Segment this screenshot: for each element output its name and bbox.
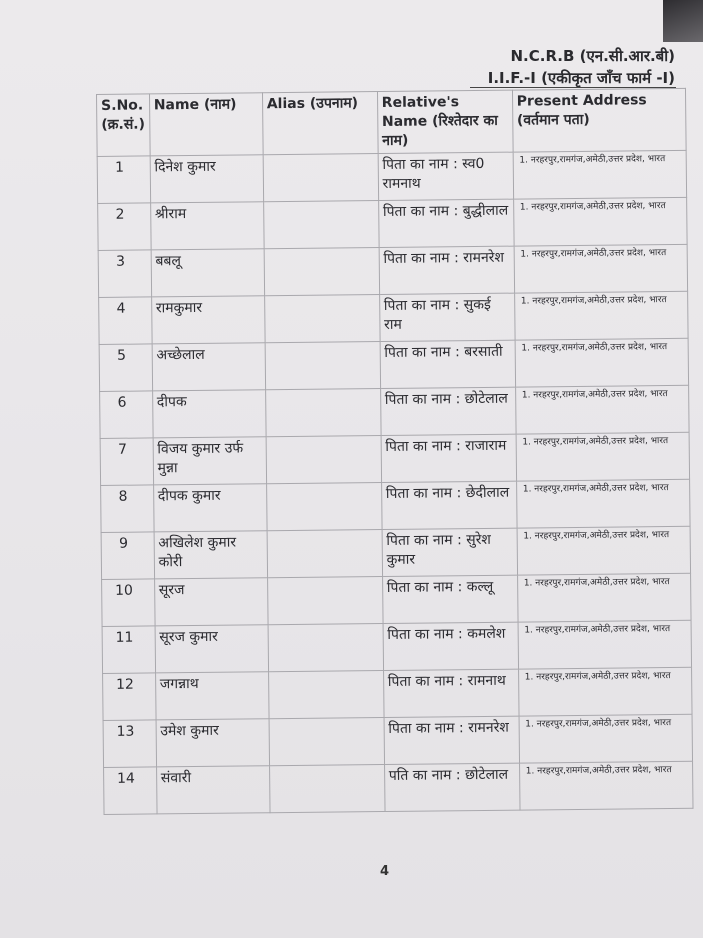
table-row [97, 150, 686, 203]
table-row [103, 714, 692, 767]
cell-name: दिनेश कुमार [150, 155, 263, 203]
cell-present-address: 1. नरहरपुर,रामगंज,अमेठी,उत्तर प्रदेश, भारत [516, 479, 689, 528]
cell-relative-name: पिता का नाम : बरसाती [380, 340, 515, 388]
cell-name: सूरज कुमार [155, 625, 268, 673]
form-agency-header: N.C.R.B (एन.सी.आर.बी) [510, 47, 675, 65]
cell-name: अच्छेलाल [152, 343, 265, 391]
cell-relative-name: पिता का नाम : रामनाथ [383, 669, 518, 717]
table-row [103, 667, 692, 720]
table-row [101, 479, 690, 532]
cell-sno: 12 [103, 673, 156, 721]
cell-alias [265, 389, 380, 437]
background-surface [663, 0, 703, 42]
cell-relative-name: पिता का नाम : रामनरेश [384, 716, 519, 764]
cell-sno: 1 [97, 156, 150, 204]
cell-alias [263, 154, 378, 202]
cell-relative-name: पिता का नाम : छेदीलाल [381, 481, 516, 529]
cell-sno: 9 [101, 532, 154, 580]
cell-alias [266, 436, 381, 484]
cell-alias [269, 718, 384, 766]
cell-name: उमेश कुमार [156, 719, 269, 767]
cell-alias [264, 295, 379, 343]
cell-relative-name: पिता का नाम : सुकई राम [379, 293, 514, 341]
cell-sno: 7 [100, 438, 153, 486]
cell-alias [265, 342, 380, 390]
column-header-address: Present Address (वर्तमान पता) [512, 88, 686, 152]
cell-alias [263, 201, 378, 249]
cell-present-address: 1. नरहरपुर,रामगंज,अमेठी,उत्तर प्रदेश, भारत [515, 338, 688, 387]
cell-name: दीपक [152, 390, 265, 438]
cell-present-address: 1. नरहरपुर,रामगंज,अमेठी,उत्तर प्रदेश, भारत [516, 432, 689, 481]
cell-relative-name: पिता का नाम : स्व0 रामनाथ [378, 152, 513, 200]
table-row [102, 620, 691, 673]
cell-relative-name: पिता का नाम : सुरेश कुमार [382, 528, 517, 576]
cell-present-address: 1. नरहरपुर,रामगंज,अमेठी,उत्तर प्रदेश, भारत [517, 573, 690, 622]
column-header-name: Name (नाम) [149, 93, 263, 156]
column-header-relative: Relative's Name (रिश्तेदार का नाम) [377, 90, 513, 153]
cell-present-address: 1. नरहरपुर,रामगंज,अमेठी,उत्तर प्रदेश, भारत [519, 761, 692, 810]
cell-sno: 14 [104, 767, 157, 815]
cell-alias [268, 671, 383, 719]
cell-name: श्रीराम [150, 202, 263, 250]
table-row [98, 197, 687, 250]
table-body [97, 150, 693, 814]
table-row [99, 338, 688, 391]
column-header-sno: S.No. (क्र.सं.) [97, 94, 150, 157]
cell-relative-name: पिता का नाम : छोटेलाल [380, 387, 515, 435]
cell-name: अखिलेश कुमार कोरी [154, 531, 267, 579]
cell-relative-name: पिता का नाम : कल्लू [382, 575, 517, 623]
cell-sno: 5 [99, 344, 152, 392]
cell-alias [267, 530, 382, 578]
table-row [101, 526, 690, 579]
cell-sno: 6 [100, 391, 153, 439]
cell-present-address: 1. नरहरपुर,रामगंज,अमेठी,उत्तर प्रदेश, भारत [513, 150, 686, 199]
cell-alias [268, 624, 383, 672]
cell-alias [269, 765, 384, 813]
cell-sno: 10 [102, 579, 155, 627]
cell-sno: 4 [99, 297, 152, 345]
cell-present-address: 1. नरहरपुर,रामगंज,अमेठी,उत्तर प्रदेश, भारत [517, 526, 690, 575]
cell-name: दीपक कुमार [153, 484, 266, 532]
form-type-header: I.I.F.-I (एकीकृत जाँच फार्म -I) [487, 69, 675, 87]
table-row [100, 432, 689, 485]
cell-present-address: 1. नरहरपुर,रामगंज,अमेठी,उत्तर प्रदेश, भारत [514, 244, 687, 293]
cell-sno: 3 [98, 250, 151, 298]
cell-present-address: 1. नरहरपुर,रामगंज,अमेठी,उत्तर प्रदेश, भारत [518, 620, 691, 669]
cell-relative-name: पिता का नाम : बुद्धीलाल [378, 199, 513, 247]
cell-name: रामकुमार [151, 296, 264, 344]
cell-name: जगन्नाथ [155, 672, 268, 720]
cell-sno: 11 [102, 626, 155, 674]
cell-alias [264, 248, 379, 296]
cell-present-address: 1. नरहरपुर,रामगंज,अमेठी,उत्तर प्रदेश, भारत [518, 667, 691, 716]
cell-relative-name: पिता का नाम : कमलेश [383, 622, 518, 670]
cell-sno: 2 [98, 203, 151, 251]
table-row [104, 761, 693, 814]
cell-present-address: 1. नरहरपुर,रामगंज,अमेठी,उत्तर प्रदेश, भारत [514, 291, 687, 340]
cell-sno: 8 [101, 485, 154, 533]
cell-name: विजय कुमार उर्फ मुन्ना [153, 437, 266, 485]
cell-relative-name: पति का नाम : छोटेलाल [384, 763, 519, 811]
cell-present-address: 1. नरहरपुर,रामगंज,अमेठी,उत्तर प्रदेश, भारत [519, 714, 692, 763]
cell-sno: 13 [103, 720, 156, 768]
column-header-alias: Alias (उपनाम) [262, 92, 378, 155]
cell-name: सूरज [154, 578, 267, 626]
cell-name: बबलू [151, 249, 264, 297]
cell-alias [266, 483, 381, 531]
table-row [100, 385, 689, 438]
table-header-row [97, 88, 686, 156]
cell-alias [267, 577, 382, 625]
cell-relative-name: पिता का नाम : राजाराम [381, 434, 516, 482]
cell-name: संवारी [156, 766, 269, 814]
cell-present-address: 1. नरहरपुर,रामगंज,अमेठी,उत्तर प्रदेश, भारत [515, 385, 688, 434]
table-row [102, 573, 691, 626]
accused-table [96, 88, 693, 815]
table-row [98, 244, 687, 297]
cell-relative-name: पिता का नाम : रामनरेश [379, 246, 514, 294]
table-row [99, 291, 688, 344]
page-number: 4 [380, 864, 390, 879]
cell-present-address: 1. नरहरपुर,रामगंज,अमेठी,उत्तर प्रदेश, भारत [513, 197, 686, 246]
